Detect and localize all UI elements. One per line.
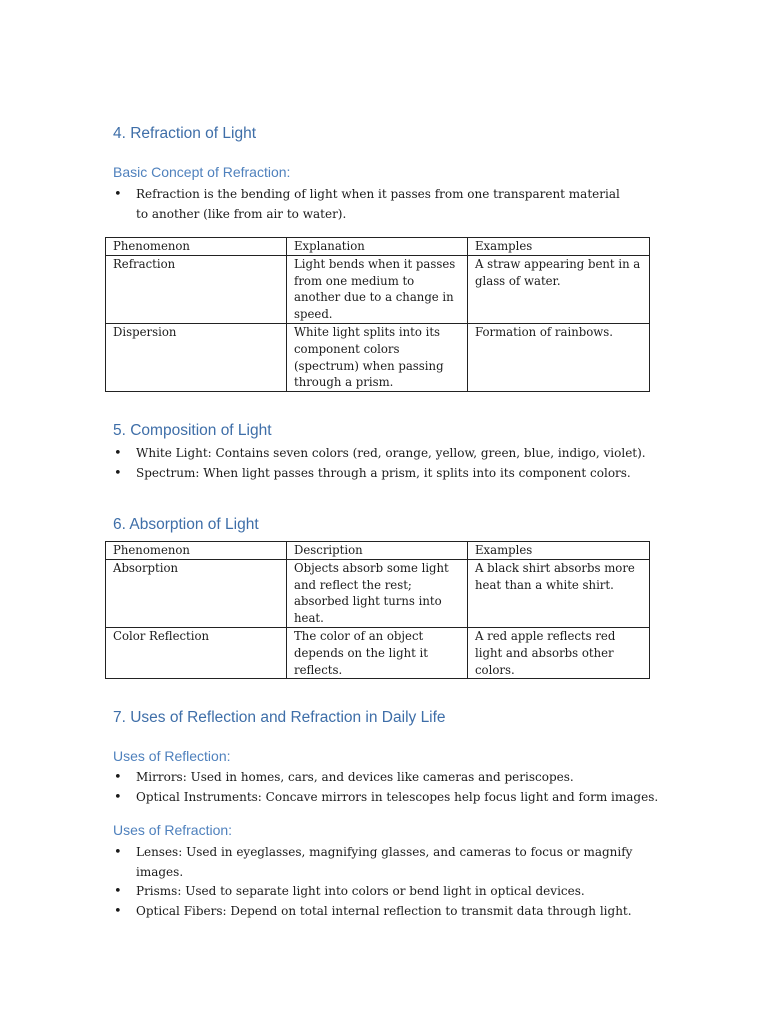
table-row (106, 255, 650, 323)
table-header-cell: Examples (468, 238, 650, 256)
uses-of-reflection-bullets (113, 768, 673, 807)
table-header-cell: Phenomenon (106, 238, 287, 256)
section-7-heading: 7. Uses of Reflection and Refraction in Daily Life (113, 709, 446, 726)
section-4-heading: 4. Refraction of Light (113, 125, 257, 142)
table-row (106, 323, 650, 391)
list-item: • Lenses: Used in eyeglasses, magnifying glasses, and cameras to focus or magnify images. (113, 843, 673, 882)
table-row (106, 627, 650, 678)
table-row (106, 559, 650, 627)
table-cell: Color Reflection (106, 627, 287, 678)
table-header-row (106, 238, 650, 256)
table-cell: Refraction (106, 255, 287, 323)
table-header-cell: Description (287, 542, 468, 560)
table-cell: The color of an object depends on the light it reflects. (287, 627, 468, 678)
table-cell: A red apple reflects red light and absorbs other colors. (468, 627, 650, 678)
uses-of-reflection-heading: Uses of Reflection: (113, 748, 231, 764)
uses-of-refraction-heading: Uses of Refraction: (113, 822, 233, 838)
table-cell: Formation of rainbows. (468, 323, 650, 391)
list-item: • White Light: Contains seven colors (red, orange, yellow, green, blue, indigo, violet). (113, 444, 673, 464)
table-header-cell: Phenomenon (106, 542, 287, 560)
list-item: • Optical Fibers: Depend on total internal reflection to transmit data through light. (113, 902, 673, 922)
list-item: • Spectrum: When light passes through a prism, it splits into its component colors. (113, 464, 673, 484)
table-cell: Dispersion (106, 323, 287, 391)
table-cell: A black shirt absorbs more heat than a white shirt. (468, 559, 650, 627)
table-cell: White light splits into its component colors (spectrum) when passing through a prism. (287, 323, 468, 391)
table-cell: Absorption (106, 559, 287, 627)
table-cell: Light bends when it passes from one medium to another due to a change in speed. (287, 255, 468, 323)
section-4-bullets (113, 185, 633, 224)
table-header-cell: Explanation (287, 238, 468, 256)
table-header-cell: Examples (468, 542, 650, 560)
section-5-heading: 5. Composition of Light (113, 422, 272, 439)
table-cell: Objects absorb some light and reflect the rest; absorbed light turns into heat. (287, 559, 468, 627)
section-5-bullets (113, 444, 673, 483)
list-item: • Prisms: Used to separate light into colors or bend light in optical devices. (113, 882, 673, 902)
list-item: • Refraction is the bending of light when it passes from one transparent material to another (like from air to water). (113, 185, 633, 224)
refraction-table (105, 237, 650, 392)
absorption-table (105, 541, 650, 679)
table-header-row (106, 542, 650, 560)
section-6-heading: 6. Absorption of Light (113, 516, 259, 533)
uses-of-refraction-bullets (113, 843, 673, 921)
list-item: • Mirrors: Used in homes, cars, and devices like cameras and periscopes. (113, 768, 673, 788)
section-4-subheading: Basic Concept of Refraction: (113, 164, 291, 180)
table-cell: A straw appearing bent in a glass of water. (468, 255, 650, 323)
list-item: • Optical Instruments: Concave mirrors in telescopes help focus light and form images. (113, 788, 673, 808)
